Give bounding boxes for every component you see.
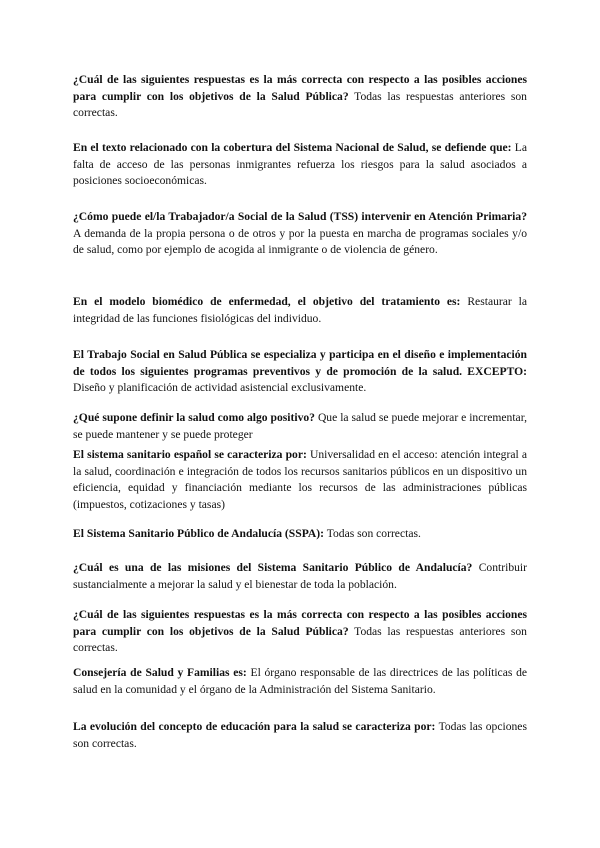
qa-item-3 [73,209,527,259]
question-text: El Trabajo Social en Salud Pública se especializa y participa en el diseño e implementación de todos los siguientes programas preventivos y de promoción de la salud. EXCEPTO: [73,348,527,378]
qa-item-2 [73,140,527,190]
qa-item-4 [73,294,527,327]
answer-text: Todas las respuestas anteriores son correctas. [73,624,527,655]
question-text: ¿Qué supone definir la salud como algo positivo? [73,411,315,424]
qa-item-9 [73,560,527,593]
qa-item-1 [73,72,527,122]
answer-text: Contribuir sustancialmente a mejorar la salud y el bienestar de toda la población. [73,561,527,591]
qa-item-7 [73,447,527,513]
question-text: ¿Cuál es una de las misiones del Sistema Sanitario Público de Andalucía? [73,561,473,574]
question-text: ¿Cuál de las siguientes respuestas es la más correcta con respecto a las posibles acciones para cumplir con los objetivos de la Salud Pública? [73,73,527,103]
qa-item-11 [73,665,527,698]
question-text: La evolución del concepto de educación para la salud se caracteriza por: [73,720,436,733]
question-text: Consejería de Salud y Familias es: [73,666,247,679]
answer-text: Diseño y planificación de actividad asistencial exclusivamente. [73,381,367,395]
question-text: El sistema sanitario español se caracteriza por: [73,448,307,461]
answer-text: El órgano responsable de las directrices de las políticas de salud en la comunidad y el órgano de la Administración del Sistema Sanitario. [73,666,528,696]
qa-item-5 [73,347,527,397]
qa-item-8 [73,526,527,543]
qa-item-10 [73,607,527,657]
question-text: ¿Cómo puede el/la Trabajador/a Social de la Salud (TSS) intervenir en Atención Primaria? [73,210,527,223]
answer-text: Todas son correctas. [326,527,421,540]
answer-text: Todas las respuestas anteriores son correctas. [73,89,527,120]
answer-text: A demanda de la propia persona o de otros y por la puesta en marcha de programas sociales y/o de salud, como por ejemplo de acogida al inmigrante o de violencia de género. [73,226,527,257]
answer-text: Universalidad en el acceso: atención integral a la salud, coordinación e integración de todos los recursos sanitarios públicos en un dispositivo un eficiencia, equidad y financiación mediante los recursos de las administraciones públicas (impuestos, cotizaciones y tasas) [73,448,527,511]
answer-text: Restaurar la integridad de las funciones fisiológicas del individuo. [73,295,528,325]
qa-item-12 [73,719,527,752]
question-text: En el texto relacionado con la cobertura del Sistema Nacional de Salud, se defiende que: [73,141,512,154]
question-text: En el modelo biomédico de enfermedad, el objetivo del tratamiento es: [73,295,461,308]
qa-item-6 [73,410,527,443]
answer-text: Todas las opciones son correctas. [73,720,527,750]
question-text: El Sistema Sanitario Público de Andalucía (SSPA): [73,527,325,540]
answer-text: La falta de acceso de las personas inmigrantes refuerza los riesgos para la salud asociados a posiciones socioeconómicas. [73,141,528,188]
question-text: ¿Cuál de las siguientes respuestas es la más correcta con respecto a las posibles acciones para cumplir con los objetivos de la Salud Pública? [73,608,527,638]
answer-text: Que la salud se puede mejorar e incrementar, se puede mantener y se puede proteger [73,411,528,441]
